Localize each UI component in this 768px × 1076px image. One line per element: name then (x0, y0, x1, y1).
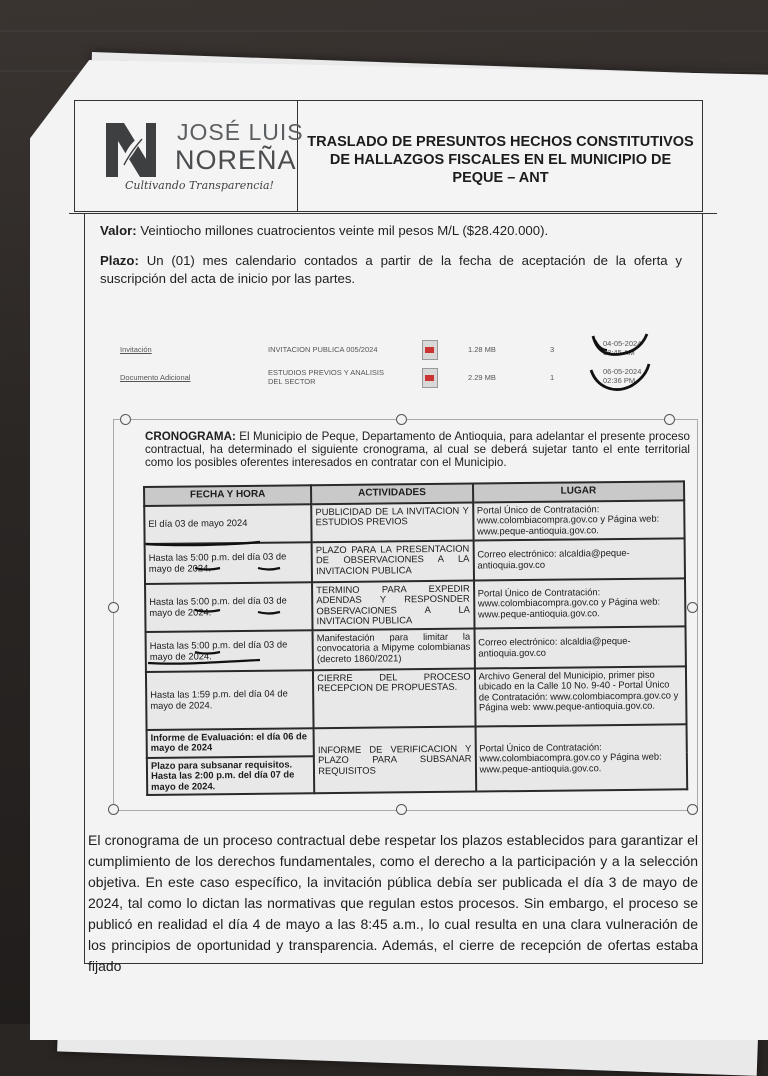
file-name: ESTUDIOS PREVIOS Y ANALISIS DEL SECTOR (268, 368, 385, 386)
cell-actividad: Manifestación para limitar la convocatoria a Mipyme colombianas (decreto 1860/2021) (313, 628, 475, 670)
logo-name-line1: JOSÉ LUIS (177, 119, 304, 145)
cell-fecha: Informe de Evaluación: el día 06 de mayo de 2024 (147, 728, 314, 758)
logo-slogan: Cultivando Transparencia! (125, 179, 274, 192)
resize-handle[interactable] (108, 804, 119, 815)
cell-fecha: Hasta las 5:00 p.m. del día 03 de mayo de 2024. (145, 542, 313, 584)
cell-fecha: Hasta las 1:59 p.m. del día 04 de mayo de 2024. (146, 670, 314, 730)
file-version: 1 (550, 373, 555, 382)
resize-handle[interactable] (108, 602, 119, 613)
cell-fecha: Hasta las 5:00 p.m. del día 03 de mayo de 2024. (146, 630, 314, 672)
plazo-label: Plazo: (100, 253, 139, 268)
file-date: 04-05-2024 (603, 339, 642, 348)
resize-handle[interactable] (120, 414, 131, 425)
resize-handle[interactable] (396, 414, 407, 425)
file-type-link[interactable]: Invitación (120, 345, 152, 354)
file-size: 1.28 MB (468, 345, 496, 354)
document-title: TRASLADO DE PRESUNTOS HECHOS CONSTITUTIVOS DE HALLAZGOS FISCALES EN EL MUNICIPIO DE PEQUE – ANT (307, 134, 694, 186)
handwritten-underlines (140, 520, 310, 670)
pdf-file-icon[interactable] (422, 340, 438, 360)
document-header (74, 100, 703, 212)
cell-lugar: Portal Único de Contratación: www.colombiacompra.gov.co y Página web: www.peque-antioquia.gov.co. (473, 500, 685, 540)
cronograma-paragraph (145, 430, 690, 469)
pdf-file-icon[interactable] (422, 368, 438, 388)
resize-handle[interactable] (664, 414, 675, 425)
cell-fecha: Hasta las 5:00 p.m. del día 03 de mayo de 2024. (145, 582, 313, 632)
cell-fecha: El día 03 de mayo 2024 (144, 504, 312, 544)
file-type-link[interactable]: Documento Adicional (120, 373, 191, 382)
cell-actividad: TERMINO PARA EXPEDIR ADENDAS Y RESPOSNDER OBSERVACIONES A LA INVITACION PUBLICA (312, 580, 474, 630)
file-date: 06-05-2024 (603, 367, 642, 376)
cell-lugar: Archivo General del Municipio, primer piso ubicado en la Calle 10 No. 9-40 - Portal Único de Contratación: www.colombiacompra.gov.co y Página web: www.peque-antioquia.gov.co. (475, 666, 687, 726)
cell-lugar: Portal Único de Contratación: www.colombiacompra.gov.co y Página web: www.peque-antioquia.gov.co. (475, 724, 687, 792)
table-row (147, 724, 687, 758)
file-version: 3 (550, 345, 555, 354)
valor-paragraph (100, 222, 690, 240)
column-header: FECHA Y HORA (144, 485, 311, 505)
cell-actividad: CIERRE DEL PROCESO RECEPCION DE PROPUESTAS. (313, 668, 475, 728)
handwritten-marks (585, 328, 660, 398)
resize-handle[interactable] (687, 602, 698, 613)
cell-lugar: Portal Único de Contratación: www.colombiacompra.gov.co y Página web: www.peque-antioquia.gov.co. (474, 578, 686, 628)
cell-actividad: PLAZO PARA LA PRESENTACION DE OBSERVACIONES A LA INVITACION PUBLICA (312, 540, 474, 582)
cell-actividad: PUBLICIDAD DE LA INVITACION Y ESTUDIOS PREVIOS (311, 502, 473, 542)
cell-actividad: INFORME DE VERIFICACION Y PLAZO PARA SUBSANAR REQUISITOS (314, 726, 476, 793)
resize-handle[interactable] (687, 804, 698, 815)
plazo-paragraph (100, 252, 682, 288)
cell-fecha: Plazo para subsanar requisitos. Hasta las 2:00 p.m. del día 07 de mayo de 2024. (147, 756, 315, 795)
cronograma-text: El Municipio de Peque, Departamento de Antioquia, para adelantar el presente proceso contractual, ha determinado el siguiente cronograma, al cual se deberá sujetar tanto el ente territorial como los posibles oferentes interesados en contratar con el Municipio. (145, 430, 690, 469)
valor-label: Valor: (100, 223, 137, 238)
cell-lugar: Correo electrónico: alcaldia@peque-antioquia.gov.co (474, 626, 686, 668)
cell-lugar: Correo electrónico: alcaldia@peque-antioquia.gov.co (473, 538, 685, 580)
logo-mark-icon (102, 119, 160, 181)
plazo-text: Un (01) mes calendario contados a partir de la fecha de aceptación de la oferta y suscripción del acta de inicio por las partes. (100, 253, 682, 286)
body-paragraph: El cronograma de un proceso contractual debe respetar los plazos establecidos para garantizar el cumplimiento de los derechos fundamentales, como el derecho a la participación y a la selección objetiva. En este caso específico, la invitación pública debía ser publicada el día 3 de mayo de 2024, tal como lo dictan las normativas que regulan estos procesos. Sin embargo, el proceso se publicó en realidad el día 4 de mayo a las 8:45 a.m., lo cual resulta en una clara vulneración de los principios de oportunidad y transparencia. Además, el cierre de recepción de ofertas estaba fijado (88, 832, 698, 974)
file-time: 08:45 AM (603, 348, 635, 357)
file-size: 2.29 MB (468, 373, 496, 382)
file-time: 02:36 PM (603, 376, 636, 385)
column-header: LUGAR (473, 481, 685, 502)
cronograma-label: CRONOGRAMA: (145, 430, 236, 443)
valor-text: Veintiocho millones cuatrocientos veinte mil pesos M/L ($28.420.000). (140, 223, 549, 238)
logo-name-line2: NOREÑA (175, 145, 297, 175)
table-row (146, 666, 687, 730)
logo (85, 111, 304, 201)
file-name: INVITACION PUBLICA 005/2024 (268, 345, 378, 354)
resize-handle[interactable] (396, 804, 407, 815)
column-header: ACTIVIDADES (311, 484, 473, 504)
